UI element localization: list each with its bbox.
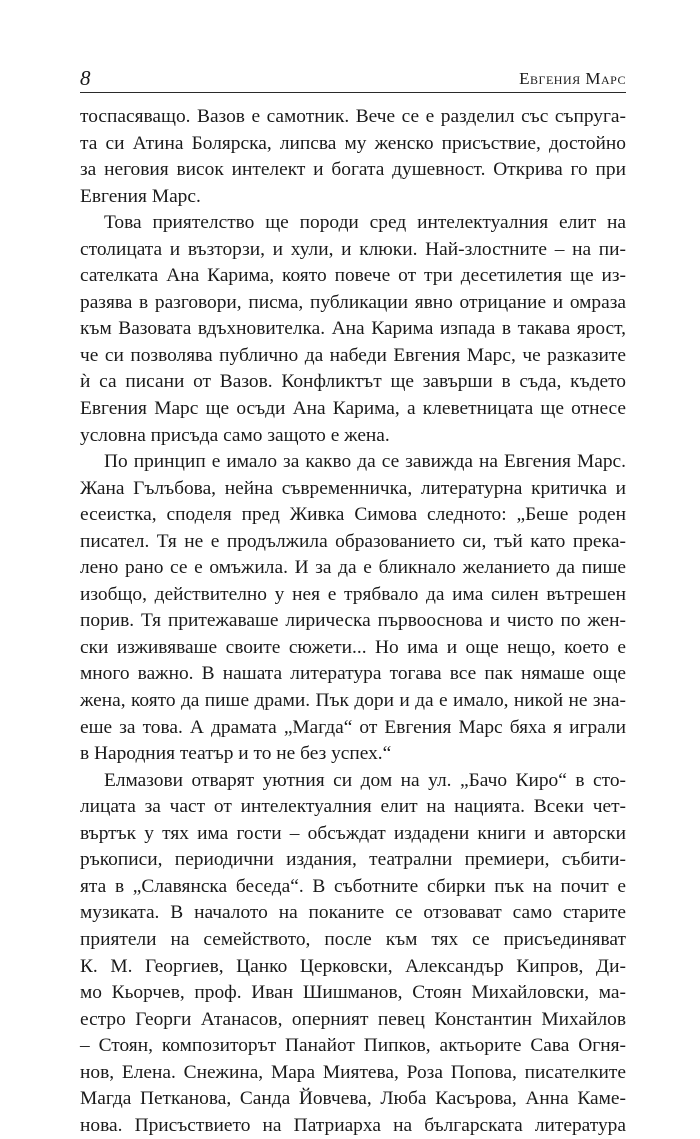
text-line: музиката. В началото на поканите се отзовават само старите	[80, 902, 626, 924]
page-body-text	[80, 104, 626, 1139]
text-line: много важно. В нашата литература тогава все пак нямаше още	[80, 663, 626, 685]
text-line: та си Атина Болярска, липсва му женско присъствие, достойно	[80, 132, 626, 154]
text-line: Жана Гълъбова, нейна съвременничка, литературна критичка и	[80, 477, 626, 499]
text-line: ята в „Славянска беседа“. В съботните сбирки пък на почит е	[80, 875, 626, 897]
text-line: ръкописи, периодични издания, театрални премиери, събити-	[80, 849, 626, 871]
running-head-author: Евгения Марс	[519, 69, 626, 88]
text-line: лено рано се е омъжила. И за да е бликнало желанието да пише	[80, 557, 626, 579]
text-line: за неговия висок интелект и богата душевност. Открива го при	[80, 159, 626, 181]
text-line: писател. Тя не е продължила образованието си, тъй като прекa-	[80, 530, 626, 552]
text-line: порив. Тя притежаваше лирическа първооснова и чисто по жен-	[80, 610, 626, 632]
text-line: ѝ са писани от Вазов. Конфликтът ще завърши в съда, където	[80, 371, 626, 393]
text-line: тоспасяващо. Вазов е самотник. Вече се е разделил със съпруга-	[80, 106, 626, 127]
text-line: есеистка, споделя пред Живка Симова следното: „Беше роден	[80, 504, 626, 526]
text-line: в Народния театър и то не без успех.“	[80, 743, 392, 765]
text-line: ски изживяваше своите сюжети... Но има и още нещо, което е	[80, 636, 626, 658]
page-header	[80, 62, 626, 93]
text-line: Евгения Марс ще осъди Ана Карима, а клеветницата ще отнесе	[80, 398, 626, 420]
text-line: че си позволява публично да набеди Евгения Марс, че разказите	[80, 344, 626, 366]
text-line: естро Георги Атанасов, оперният певец Константин Михайлов	[80, 1008, 626, 1030]
page-number: 8	[80, 66, 91, 90]
text-line: – Стоян, композиторът Панайот Пипков, актьорите Сава Огня-	[80, 1035, 626, 1057]
text-line: жена, която да пише драми. Пък дори и да е имало, никой не зна-	[80, 690, 626, 712]
text-line: приятели на семейството, после към тях се присъединяват	[80, 928, 626, 950]
text-line: мо Кьорчев, проф. Иван Шишманов, Стоян Михайловски, ма-	[80, 982, 626, 1004]
text-line: въртък у тях има гости – обсъждат издадени книги и авторски	[80, 822, 626, 844]
text-line: сателката Ана Карима, която повече от три десетилетия ще из-	[80, 265, 626, 287]
text-line: Магда Петканова, Санда Йовчева, Люба Касърова, Анна Каме-	[80, 1088, 626, 1110]
text-line: К. М. Георгиев, Цанко Церковски, Александър Кипров, Ди-	[80, 955, 626, 977]
text-line: нов, Елена. Снежина, Мара Миятева, Роза Попова, писателките	[80, 1061, 626, 1083]
text-line: нова. Присъствието на Патриарха на българската литература	[80, 1114, 626, 1136]
text-line: Елмазови отварят уютния си дом на ул. „Бачо Киро“ в сто-	[104, 769, 626, 791]
text-line: условна присъда само защото е жена.	[80, 424, 390, 446]
text-line: към Вазовата вдъхновителка. Ана Карима изпада в такава ярост,	[80, 318, 626, 340]
text-line: столицата и възторзи, и хули, и клюки. Най-злостните – на пи-	[80, 238, 626, 260]
text-line: Това приятелство ще породи сред интелектуалния елит на	[104, 212, 626, 234]
text-line: изобщо, действително у нея е трябвало да има силен вътрешен	[80, 583, 626, 605]
text-line: По принцип е имало за какво да се завижда на Евгения Марс.	[104, 451, 626, 473]
text-line: Евгения Марс.	[80, 185, 201, 207]
text-line: еше за това. А драмата „Магда“ от Евгения Марс бяха я играли	[80, 716, 626, 738]
text-line: лицата за част от интелектуалния елит на нацията. Всеки чет-	[80, 796, 626, 818]
text-line: разява в разговори, писма, публикации явно отрицание и омраза	[80, 291, 626, 313]
